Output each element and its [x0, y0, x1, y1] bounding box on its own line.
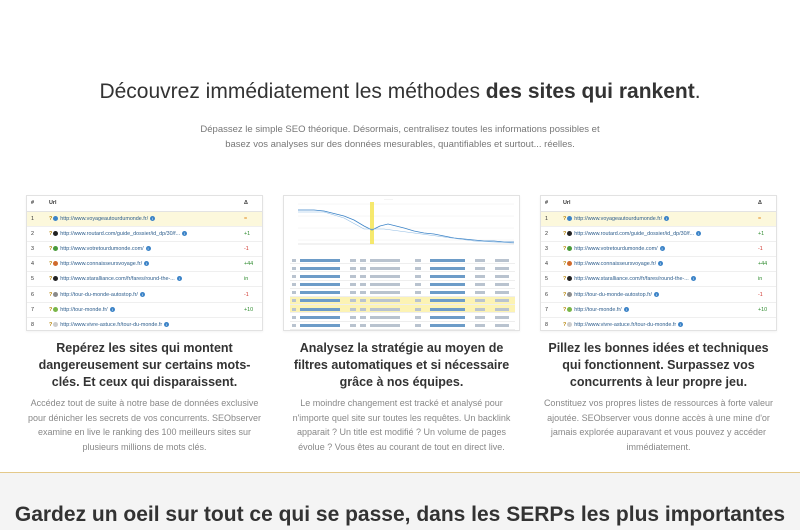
unknown-icon: ?: [563, 291, 567, 298]
table-row: [27, 302, 262, 317]
change-cell: [495, 291, 509, 294]
change-cell: [360, 291, 366, 294]
change-cell: [495, 324, 509, 327]
change-cell: [360, 299, 366, 302]
rank-delta: +1: [754, 226, 776, 241]
change-cell: [360, 267, 366, 270]
change-cell: [415, 259, 421, 262]
info-icon[interactable]: i: [696, 231, 701, 236]
change-cell: [370, 324, 400, 327]
rank-delta: +10: [240, 302, 262, 317]
table-row: [541, 257, 776, 272]
rank-number: 4: [27, 257, 45, 272]
unknown-icon: ?: [49, 215, 53, 222]
change-row: [290, 272, 515, 280]
info-icon[interactable]: i: [110, 307, 115, 312]
change-cell: [415, 291, 421, 294]
info-icon[interactable]: i: [654, 292, 659, 297]
change-cell: [370, 291, 400, 294]
change-cell: [350, 308, 356, 311]
rank-number: 1: [541, 211, 559, 226]
change-cell: [350, 299, 356, 302]
change-cell: [430, 291, 465, 294]
rank-delta: in: [754, 272, 776, 287]
favicon-icon: [567, 322, 572, 327]
info-icon[interactable]: i: [660, 246, 665, 251]
rank-number: 6: [27, 287, 45, 302]
change-cell: [360, 324, 366, 327]
unknown-icon: ?: [49, 261, 53, 268]
feature-desc-loot: Constituez vos propres listes de ressources à forte valeur ajoutée. SEObserver vous donne accès à une mine d'or jamais explorée auparavant et vous pouvez y accéder immédiatement.: [543, 398, 774, 452]
url-cell: [559, 317, 754, 331]
change-cell: [415, 324, 421, 327]
feature-title-spot: Repérez les sites qui montent dangereusement sur certains mots-clés. Et ceux qui disparaissent.: [38, 341, 251, 389]
change-cell: [475, 291, 485, 294]
favicon-icon: [567, 231, 572, 236]
change-cell: [475, 283, 485, 286]
change-cell: [415, 275, 421, 278]
url-cell: [45, 272, 240, 287]
favicon-icon: [53, 292, 58, 297]
info-icon[interactable]: i: [678, 322, 683, 327]
change-cell: [360, 316, 366, 319]
change-cell: [292, 324, 296, 327]
change-cell: [360, 283, 366, 286]
change-cell: [350, 275, 356, 278]
changes-table: [290, 256, 515, 330]
favicon-icon: [53, 276, 58, 281]
table-row: [541, 272, 776, 287]
unknown-icon: ?: [563, 230, 567, 237]
unknown-icon: ?: [563, 245, 567, 252]
url-cell: [45, 241, 240, 256]
url-cell: [559, 302, 754, 317]
change-row: [290, 313, 515, 321]
url-link[interactable]: http://www.vivre-astuce.fr/tour-du-monde.fr: [574, 321, 677, 328]
col-header-num: #: [541, 196, 559, 211]
change-cell: [360, 308, 366, 311]
col-header-url: Url: [45, 196, 240, 211]
rank-delta: +1: [240, 226, 262, 241]
url-link[interactable]: http://www.votretourdumonde.com/: [574, 245, 658, 252]
table-row: [27, 287, 262, 302]
change-cell: [350, 324, 356, 327]
change-cell: [292, 299, 296, 302]
rank-number: 5: [541, 272, 559, 287]
change-cell: [475, 324, 485, 327]
table-row: [541, 287, 776, 302]
feature-desc-analyze: Le moindre changement est tracké et analysé pour n'importe quel site sur toutes les requêtes. Un backlink apparait ? Un title est modifié ? Un volume de pages évolue ? Vous êtes au courant de tout en direct live.: [292, 398, 511, 452]
section-title: Découvrez immédiatement les méthodes des sites qui rankent.: [99, 80, 701, 103]
change-row: [290, 297, 515, 305]
change-cell: [430, 299, 465, 302]
table-row: [541, 317, 776, 331]
change-cell: [495, 316, 509, 319]
change-cell: [300, 324, 340, 327]
change-cell: [300, 299, 340, 302]
url-cell: [45, 317, 240, 331]
change-cell: [415, 308, 421, 311]
info-icon[interactable]: i: [177, 276, 182, 281]
change-cell: [475, 299, 485, 302]
url-link[interactable]: http://www.voyageautourdumonde.fr/: [60, 215, 149, 222]
section-subtitle: Dépassez le simple SEO théorique. Désormais, centralisez toutes les informations possibles et basez vos analyses sur des données mesurables, quantifiables et surtout... réelles.: [200, 124, 600, 150]
change-cell: [300, 275, 340, 278]
url-cell: [559, 211, 754, 226]
unknown-icon: ?: [563, 321, 567, 328]
url-link[interactable]: http://tour-monde.fr/: [574, 306, 622, 313]
change-cell: [360, 259, 366, 262]
change-cell: [475, 275, 485, 278]
svg-text:·········: ·········: [384, 197, 393, 201]
rank-number: 4: [541, 257, 559, 272]
favicon-icon: [53, 246, 58, 251]
change-cell: [430, 267, 465, 270]
change-cell: [430, 283, 465, 286]
url-link[interactable]: http://tour-du-monde-autostop.fr/: [574, 291, 652, 298]
info-icon[interactable]: i: [182, 231, 187, 236]
rank-number: 3: [541, 241, 559, 256]
analysis-screenshot: [283, 195, 520, 331]
rank-delta: -1: [240, 241, 262, 256]
rank-delta: =: [240, 211, 262, 226]
table-row: [27, 257, 262, 272]
change-cell: [415, 267, 421, 270]
table-row: [27, 317, 262, 331]
change-cell: [415, 283, 421, 286]
col-header-url: Url: [559, 196, 754, 211]
change-cell: [370, 275, 400, 278]
table-row: [27, 211, 262, 226]
rank-delta: +44: [240, 257, 262, 272]
favicon-icon: [53, 307, 58, 312]
unknown-icon: ?: [49, 321, 53, 328]
change-cell: [370, 316, 400, 319]
change-cell: [360, 275, 366, 278]
col-header-delta: Δ: [754, 196, 776, 211]
change-cell: [495, 283, 509, 286]
unknown-icon: ?: [49, 306, 53, 313]
table-row: [27, 272, 262, 287]
change-cell: [370, 259, 400, 262]
change-cell: [300, 267, 340, 270]
rank-delta: in: [240, 272, 262, 287]
rank-number: 7: [541, 302, 559, 317]
unknown-icon: ?: [49, 276, 53, 283]
favicon-icon: [567, 216, 572, 221]
change-cell: [292, 308, 296, 311]
url-link[interactable]: http://www.votretourdumonde.com/: [60, 245, 144, 252]
unknown-icon: ?: [49, 245, 53, 252]
info-icon[interactable]: i: [164, 322, 169, 327]
change-row: [290, 256, 515, 264]
change-row: [290, 289, 515, 297]
url-link[interactable]: http://www.routard.com/guide_dossier/id_dp/30/f...: [574, 230, 695, 237]
url-link[interactable]: http://www.voyageautourdumonde.fr/: [574, 215, 663, 222]
change-row: [290, 264, 515, 272]
change-row: [290, 322, 515, 330]
change-cell: [415, 316, 421, 319]
change-cell: [430, 275, 465, 278]
change-row: [290, 305, 515, 313]
url-cell: [559, 272, 754, 287]
col-header-delta: Δ: [240, 196, 262, 211]
favicon-icon: [567, 307, 572, 312]
rank-number: 1: [27, 211, 45, 226]
url-link[interactable]: http://tour-du-monde-autostop.fr/: [60, 291, 138, 298]
table-row: [541, 302, 776, 317]
feature-title-loot: Pillez les bonnes idées et techniques qui fonctionnent. Surpassez vos concurrents à leur propre jeu.: [548, 341, 769, 389]
ranking-table: [27, 196, 262, 331]
info-icon[interactable]: i: [150, 216, 155, 221]
favicon-icon: [53, 261, 58, 266]
favicon-icon: [567, 246, 572, 251]
change-cell: [300, 308, 340, 311]
change-cell: [350, 283, 356, 286]
change-cell: [350, 267, 356, 270]
favicon-icon: [567, 292, 572, 297]
rank-delta: +10: [754, 302, 776, 317]
url-link[interactable]: http://www.connaisseursvoyage.fr/: [60, 261, 143, 268]
rank-delta: [754, 317, 776, 331]
change-cell: [300, 291, 340, 294]
info-icon[interactable]: i: [140, 292, 145, 297]
change-cell: [350, 316, 356, 319]
change-cell: [292, 291, 296, 294]
url-cell: [45, 302, 240, 317]
table-row: [541, 211, 776, 226]
url-link[interactable]: http://tour-monde.fr/: [60, 306, 108, 313]
change-cell: [300, 316, 340, 319]
change-cell: [350, 291, 356, 294]
rank-delta: -1: [754, 241, 776, 256]
info-icon[interactable]: i: [664, 216, 669, 221]
rank-delta: -1: [754, 287, 776, 302]
feature-title-analyze: Analysez la stratégie au moyen de filtres automatiques et si nécessaire grâce à nos équipes.: [293, 341, 510, 389]
url-cell: [559, 226, 754, 241]
change-cell: [300, 283, 340, 286]
change-cell: [475, 267, 485, 270]
url-cell: [45, 257, 240, 272]
unknown-icon: ?: [563, 306, 567, 313]
change-cell: [370, 267, 400, 270]
change-cell: [495, 259, 509, 262]
url-cell: [559, 287, 754, 302]
rank-delta: +44: [754, 257, 776, 272]
change-cell: [495, 275, 509, 278]
change-cell: [430, 316, 465, 319]
favicon-icon: [567, 261, 572, 266]
favicon-icon: [53, 322, 58, 327]
url-cell: [559, 257, 754, 272]
rank-number: 8: [541, 317, 559, 331]
change-row: [290, 281, 515, 289]
change-cell: [350, 259, 356, 262]
next-section-title: Gardez un oeil sur tout ce qui se passe, dans les SERPs les plus importantes: [14, 503, 786, 526]
rank-delta: -1: [240, 287, 262, 302]
unknown-icon: ?: [563, 276, 567, 283]
change-cell: [495, 267, 509, 270]
change-cell: [292, 283, 296, 286]
change-cell: [415, 299, 421, 302]
table-row: [541, 226, 776, 241]
info-icon[interactable]: i: [691, 276, 696, 281]
rank-number: 6: [541, 287, 559, 302]
url-cell: [45, 226, 240, 241]
rank-delta: [240, 317, 262, 331]
table-row: [541, 241, 776, 256]
ranking-history-chart: [284, 196, 520, 256]
col-header-num: #: [27, 196, 45, 211]
ranking-table-screenshot-1: [26, 195, 263, 331]
rank-number: 3: [27, 241, 45, 256]
change-cell: [495, 308, 509, 311]
change-cell: [292, 316, 296, 319]
url-cell: [45, 211, 240, 226]
change-cell: [495, 299, 509, 302]
table-row: [27, 241, 262, 256]
change-cell: [475, 316, 485, 319]
favicon-icon: [567, 276, 572, 281]
change-cell: [430, 308, 465, 311]
change-cell: [292, 275, 296, 278]
change-cell: [370, 283, 400, 286]
change-cell: [475, 308, 485, 311]
change-cell: [370, 299, 400, 302]
favicon-icon: [53, 216, 58, 221]
unknown-icon: ?: [49, 230, 53, 237]
table-row: [27, 226, 262, 241]
url-link[interactable]: http://www.connaisseursvoyage.fr/: [574, 261, 657, 268]
url-link[interactable]: http://www.staralliance.com/fr/fares/round-the-...: [574, 276, 689, 283]
change-cell: [292, 259, 296, 262]
rank-number: 8: [27, 317, 45, 331]
feature-desc-spot: Accédez tout de suite à notre base de données exclusive pour dénicher les secrets de vos concurrents. SEObserver examine en live le ranking des 100 meilleurs sites sur plusieurs millions de mots clés.: [27, 398, 262, 452]
rank-number: 5: [27, 272, 45, 287]
url-link[interactable]: http://www.routard.com/guide_dossier/id_dp/30/f...: [60, 230, 181, 237]
url-link[interactable]: http://www.staralliance.com/fr/fares/round-the-...: [60, 276, 175, 283]
info-icon[interactable]: i: [624, 307, 629, 312]
url-cell: [45, 287, 240, 302]
rank-delta: =: [754, 211, 776, 226]
rank-number: 2: [541, 226, 559, 241]
ranking-table: [541, 196, 776, 331]
change-cell: [430, 259, 465, 262]
info-icon[interactable]: i: [658, 261, 663, 266]
unknown-icon: ?: [49, 291, 53, 298]
change-cell: [370, 308, 400, 311]
url-link[interactable]: http://www.vivre-astuce.fr/tour-du-monde.fr: [60, 321, 163, 328]
change-cell: [475, 259, 485, 262]
unknown-icon: ?: [563, 261, 567, 268]
favicon-icon: [53, 231, 58, 236]
info-icon[interactable]: i: [146, 246, 151, 251]
url-cell: [559, 241, 754, 256]
rank-number: 2: [27, 226, 45, 241]
unknown-icon: ?: [563, 215, 567, 222]
ranking-table-screenshot-2: [540, 195, 777, 331]
info-icon[interactable]: i: [144, 261, 149, 266]
rank-number: 7: [27, 302, 45, 317]
change-cell: [300, 259, 340, 262]
change-cell: [430, 324, 465, 327]
change-cell: [292, 267, 296, 270]
